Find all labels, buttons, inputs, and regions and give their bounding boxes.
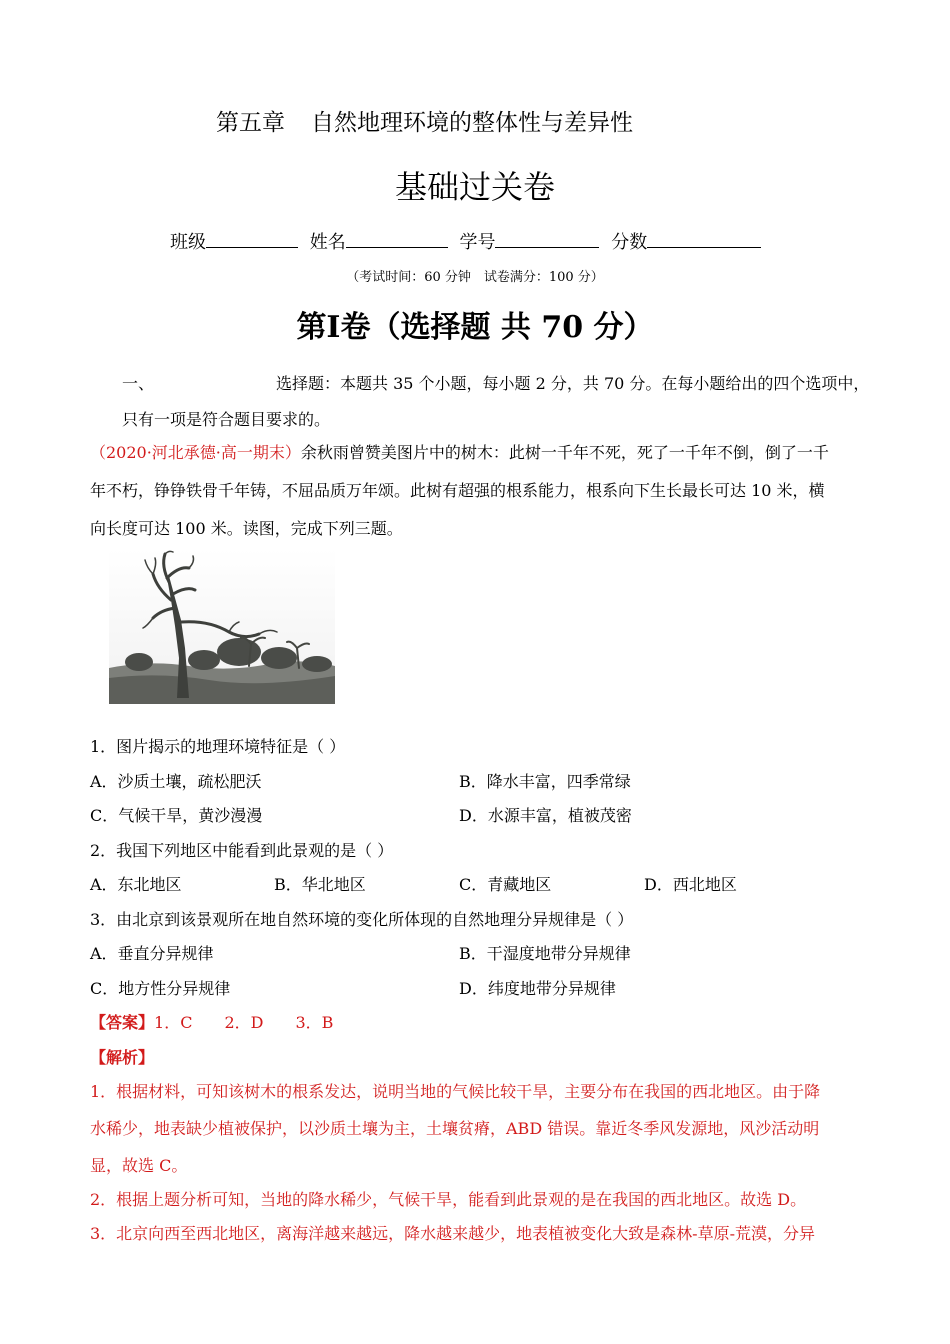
question-3-option-c: C．地方性分异规律 xyxy=(90,979,231,998)
section-instruction-line2: 只有一项是符合题目要求的。 xyxy=(122,410,331,429)
question-1-stem: 1．图片揭示的地理环境特征是（ ） xyxy=(90,737,346,756)
answer-text: 1．C 2．D 3．B xyxy=(154,1013,334,1032)
analysis-line: 水稀少，地表缺少植被保护，以沙质土壤为主，土壤贫瘠，ABD 错误。靠近冬季风发源地，风沙活动明 xyxy=(90,1119,820,1138)
question-3-stem: 3．由北京到该景观所在地自然环境的变化所体现的自然地理分异规律是（ ） xyxy=(90,910,634,929)
desert-tree-photo xyxy=(109,548,335,704)
chapter-number: 第五章 xyxy=(216,110,285,136)
question-1-option-b: B．降水丰富，四季常绿 xyxy=(459,772,631,791)
question-source: （2020·河北承德·高一期末） xyxy=(90,443,301,462)
page-title: 基础过关卷 xyxy=(394,168,555,206)
class-label: 班级 xyxy=(170,232,206,253)
exam-info: （考试时间：60 分钟 试卷满分：100 分） xyxy=(346,270,604,285)
section-instruction-line1: 选择题：本题共 35 个小题，每小题 2 分，共 70 分。在每小题给出的四个选项中， xyxy=(276,374,870,393)
question-2-option-d: D．西北地区 xyxy=(644,875,737,894)
section-number: 一、 xyxy=(122,374,155,393)
question-2-stem: 2．我国下列地区中能看到此景观的是（ ） xyxy=(90,841,394,860)
passage-line2: 年不朽，铮铮铁骨千年铸，不屈品质万年颂。此树有超强的根系能力，根系向下生长最长可达 10 米，横 xyxy=(90,481,825,500)
chapter-heading xyxy=(216,104,633,137)
passage-text: 余秋雨曾赞美图片中的树木：此树一千年不死，死了一千年不倒，倒了一千 xyxy=(300,443,829,462)
answer-label: 【答案】 xyxy=(90,1013,155,1032)
class-blank xyxy=(206,229,298,248)
score-label: 分数 xyxy=(611,232,648,253)
student-info-fields xyxy=(170,228,767,254)
student-no-blank xyxy=(495,229,599,248)
question-1-option-d: D．水源丰富，植被茂密 xyxy=(459,806,632,825)
name-label: 姓名 xyxy=(309,232,346,253)
question-2-option-a: A．东北地区 xyxy=(90,875,182,894)
part-title: 第I卷（选择题 共 70 分） xyxy=(296,310,654,345)
student-no-label: 学号 xyxy=(459,232,496,253)
question-3-option-d: D．纬度地带分异规律 xyxy=(459,979,616,998)
chapter-title: 自然地理环境的整体性与差异性 xyxy=(311,110,633,136)
question-3-option-b: B．干湿度地带分异规律 xyxy=(459,944,631,963)
analysis-label: 【解析】 xyxy=(90,1048,155,1067)
analysis-line: 1．根据材料，可知该树木的根系发达，说明当地的气候比较干旱，主要分布在我国的西北地区。由于降 xyxy=(90,1082,821,1101)
question-1-option-a: A．沙质土壤，疏松肥沃 xyxy=(90,772,262,791)
answer-block xyxy=(90,1010,333,1033)
passage-line1 xyxy=(90,440,829,463)
name-blank xyxy=(346,229,448,248)
passage-line3: 向长度可达 100 米。读图，完成下列三题。 xyxy=(90,519,403,538)
analysis-line: 2．根据上题分析可知，当地的降水稀少，气候干旱，能看到此景观的是在我国的西北地区。故选 D。 xyxy=(90,1190,807,1209)
question-2-option-c: C．青藏地区 xyxy=(459,875,552,894)
score-blank xyxy=(647,229,761,248)
question-3-option-a: A．垂直分异规律 xyxy=(90,944,214,963)
question-2-option-b: B．华北地区 xyxy=(274,875,366,894)
analysis-line: 3．北京向西至西北地区，离海洋越来越远，降水越来越少，地表植被变化大致是森林-草原-荒漠，分异 xyxy=(90,1224,815,1243)
analysis-line: 显，故选 C。 xyxy=(90,1156,188,1175)
question-1-option-c: C．气候干旱，黄沙漫漫 xyxy=(90,806,263,825)
